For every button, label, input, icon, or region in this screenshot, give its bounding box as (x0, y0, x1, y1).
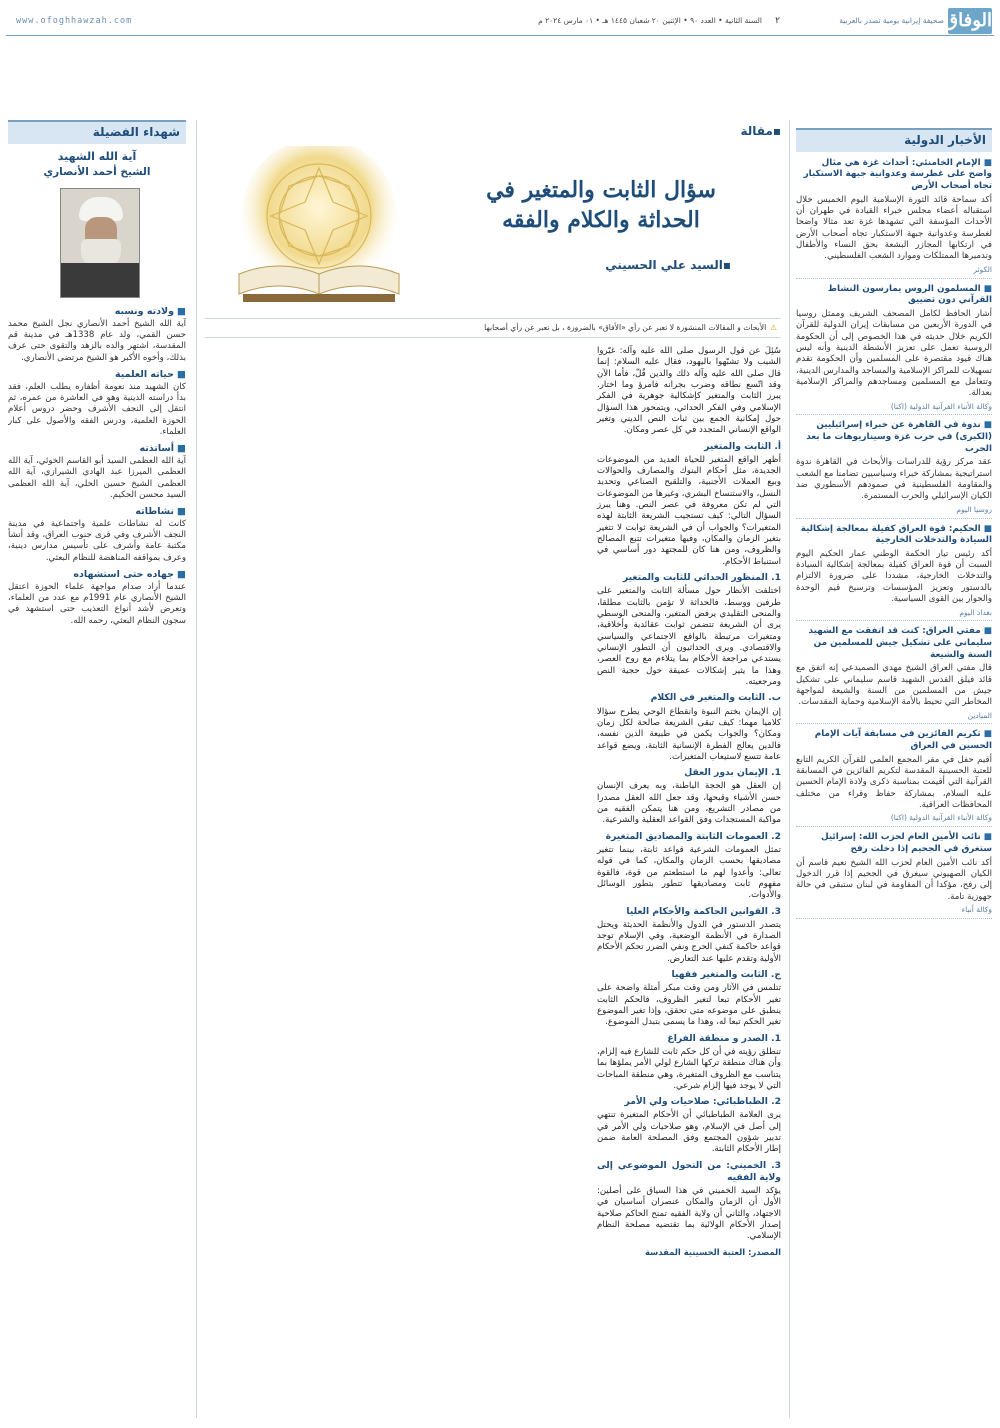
square-bullet-icon: ■ (177, 443, 186, 455)
square-bullet-icon: ■ (983, 523, 992, 534)
square-bullet-icon: ■ (177, 369, 186, 381)
news-headline[interactable]: ■نائب الأمين العام لحزب الله: إسرائيل ستغرق في الجحيم إذا دخلت رفح (820, 832, 992, 854)
bio-paragraph: عندما أراد صدام مواجهة علماء الحوزة اعتقل الشيخ الأنصاري عام 1991م مع عدد من العلماء، وتعرض لأشد أنواع التعذيب حتى استشهد في سجون النظام البعثي، رحمه الله. (8, 581, 186, 626)
news-source: وكالة الأنباء القرآنية الدولية (اكنا) (796, 402, 992, 416)
article-hero (205, 146, 781, 314)
section-paragraph: تنطلق رؤيته في أن كل حكم ثابت للشارع فيه إلزام، وأن هناك منطقة تركها الشارع لولي الأمر يملؤها بما يتناسب مع الظروف المتغيرة، وهي منطقة المباحات التي لا يوجد فيها إلزام شرعي. (597, 1046, 781, 1091)
news-item (796, 626, 992, 724)
news-source: بغداد اليوم (796, 608, 992, 622)
section-paragraph: يؤكد السيد الخميني في هذا السياق على أصلين: الأول أن الزمان والمكان عنصران أساسيان في الاجتهاد، والثاني أن ولاية الفقيه تمنح الحاكم صلاحية إصدار الأحكام الولائية بما تقتضيه مصلحة النظام الإسلامي. (597, 1185, 781, 1242)
news-source: وكالة أنباء (796, 905, 992, 919)
article-body (205, 346, 781, 1418)
square-bullet-icon: ■ (983, 832, 992, 843)
article-intro: سُئِلَ عن قول الرسول صلى الله عليه وآله: غيّروا الشيب ولا تشبّهوا باليهود، فقال عليه السلام: إنما قال صلى الله عليه وآله ذلك والدين قُلّ، فأما الآن وقد اتّسع نطاقه وضرب بجرانه فامرؤ وما اختار. يبرز الثابت والمتغير كإشكالية جوهرية في الفكر الإسلامي وفي الفكر الحداثي، ويتمحور هذا السؤال حول إمكانية الجمع بين ثبات النص الديني وتغير الواقع الإنساني المتجدد في كل عصر ومكان. (597, 345, 781, 436)
section-heading: 3. القوانين الحاكمة والأحكام العليا (626, 905, 781, 917)
bio-paragraph: آية الله العظمى السيد أبو القاسم الخوئي، آية الله العظمى الميرزا عبد الهادي الشيرازي، آية الله العظمى الشيخ حسين الحلي، آية الله العظمى السيد محسن الحكيم. (8, 455, 186, 500)
square-bullet-icon: ■ (177, 306, 186, 318)
section-paragraph: إن العقل هو الحجة الباطنة، وبه يعرف الإنسان حسن الأشياء وقبحها، وقد جعل الله العقل مصدرا من مصادر التشريع، ومن هنا يتمكن الفقيه من مواكبة المستجدات وفق القواعد العقلية والشرعية. (597, 781, 781, 826)
news-item (796, 420, 992, 518)
news-source: الميادين (796, 711, 992, 725)
news-headline[interactable]: ■الحكيم: قوة العراق كفيلة بمعالجة إشكالية السيادة والتدخلات الخارجية (800, 523, 992, 546)
martyr-title: آية الله الشهيد (57, 149, 137, 163)
biography (8, 306, 186, 627)
news-source: الكوثر (796, 265, 992, 279)
news-body: أشار الحافظ لكامل المصحف الشريف وممثل روسيا في الدورة الأربعين من مسابقات إيران الدولية للقرآن الكريم خلال حديثه في هذا الخصوص إلى أن الحكومة الروسية تعمل على تعزيز الأنشطة الدينية وأنه ليس هناك قيود مقتصرة على المسلمين وأن الحكومة تقدم تسهيلات للمراكز الإسلامية والمساجد والمدارس الدينية، وتتعامل مع المسلمين ومساجدهم والمراكز الإسلامية بعدالة. (796, 308, 992, 399)
square-bullet-icon: ■ (983, 420, 992, 431)
news-body: أكد رئيس تيار الحكمة الوطني عمار الحكيم اليوم السبت أن قوة العراق كفيلة بمعالجة إشكالية السيادة والتدخلات الخارجية، مشددا على ضرورة الالتزام بالدستور وتعزيز المؤسسات وترسيخ قيم الوحدة والحوار بين القوى السياسية. (796, 548, 992, 605)
section-heading: 2. العمومات الثابتة والمصاديق المتغيرة (605, 830, 781, 842)
square-bullet-icon: ■ (177, 506, 186, 518)
section-heading: 1. المنظور الحداثي للثابت والمتغير (622, 572, 781, 584)
square-bullet-icon: ■ (983, 626, 992, 637)
square-bullet-icon: ■ (983, 729, 992, 740)
martyr-name: الشيخ أحمد الأنصاري (43, 166, 151, 179)
bio-paragraph: آية الله الشيخ أحمد الأنصاري نجل الشيخ محمد حسن القمي، ولد عام 1338هـ في مدينة قم المقدسة، اشتهر والده بالزهد والتقوى حتى عرف بذلك، وأخوه الأكبر هو الشيخ مرتضى الأنصاري. (8, 318, 186, 363)
section-heading: 1. الإيمان بدور العقل (684, 767, 781, 779)
article-author: ▪السيد علي الحسيني (605, 257, 731, 272)
issue-dateline: السنة الثانية • العدد ٩٠ • الإثنين ٢٠ شعبان ١٤٤٥ هـ • ٠١ مارس ٢٠٢٤ م (538, 16, 762, 25)
square-bullet-icon: ■ (983, 157, 992, 168)
section-paragraph: تتلمس في الآثار ومن وقت مبكر أمثلة واضحة على تغير الأحكام تبعا لتغير الظروف، فالحكم الثابت ينطبق على موضوعه متى تحقق، وإذا تغير الموضوع تغير الحكم تبعا له، وهذا ما يسمى بتبدل الموضوع. (597, 983, 781, 1028)
section-paragraph: يرى العلامة الطباطبائي أن الأحكام المتغيرة تنتهي إلى أصل في الإسلام، وهو صلاحيات ولي الأمر في تدبير شؤون المجتمع وفق المصلحة العامة ضمن إطار الأحكام الثابتة. (597, 1110, 781, 1155)
bio-heading: ■أساتذته (139, 443, 186, 455)
section-heading: أ. الثابت والمتغير (704, 440, 781, 452)
news-item (796, 284, 992, 416)
news-item (796, 524, 992, 622)
news-item (796, 158, 992, 279)
disclaimer-note: ⚠الأبحاث و المقالات المنشورة لا تعبر عن رأي «الأفاق» بالضرورة ، بل تعبر عن رأي أصحابها (205, 318, 781, 338)
news-item (796, 729, 992, 827)
news-list (796, 158, 992, 919)
page-number: ٢ (775, 16, 780, 26)
section-heading: ب. الثابت والمتغير في الكلام (650, 692, 781, 704)
international-news-column (796, 128, 992, 1418)
bio-heading: ■جهاده حتى استشهاده (73, 569, 186, 581)
news-headline[interactable]: ■تكريم الفائزين في مسابقة آيات الإمام الحسين في العراق (814, 729, 992, 752)
news-body: قال مفتي العراق الشيخ مهدي الصميدعي إنه اتفق مع قائد فيلق القدس الشهيد قاسم سليماني على تشكيل جيش من المسلمين من السنة والشيعة لمواجهة المخاطر التي تحيط بالأمة الإسلامية وحماية المقدسات. (796, 663, 992, 708)
section-paragraph: تمثل العمومات الشرعية قواعد ثابتة، بينما تتغير مصاديقها بحسب الزمان والمكان، كما في قوله تعالى: وأعدوا لهم ما استطعتم من قوة، فالقوة مفهوم ثابت ومصاديقها تتطور بتطور الوسائل والأدوات. (597, 844, 781, 901)
news-headline[interactable]: ■ندوة في القاهرة عن خبراء إسرائيليين (الكبرى) في حرب غزة وسيناريوهات ما بعد الحرب (806, 420, 992, 454)
open-book-ornament-icon (209, 146, 429, 314)
column-title: الأخبار الدولية (796, 128, 992, 152)
section-paragraph: أظهر الواقع المتغير للحياة العديد من الموضوعات الجديدة، مثل أحكام البنوك والمصارف والحوالات وبيع العملات الأجنبية، والتلقيح الصناعي وتحديد النسل، والاستنساخ البشري، وغيرها من الموضوعات التي لم تكن معروفة في عصر النص. وهنا يبرز السؤال التالي: كيف تستجيب الشريعة الثابتة لهذه المتغيرات؟ والجواب أن في الشريعة ثوابت لا تتغير بتغير الزمان والمكان، وفيها متغيرات تتبع المصالح والظروف، ومن هنا كان للمجتهد دور أساسي في استنباط الأحكام. (597, 454, 781, 567)
news-headline[interactable]: ■مفتي العراق: كنت قد اتفقت مع الشهيد سليماني على تشكيل جيش للمسلمين من السنة والشيعة (808, 626, 992, 660)
section-heading: ج. الثابت والمتغير فقهيا (671, 969, 781, 981)
news-source: وكالة الأنباء القرآنية الدولية (اكنا) (796, 813, 992, 827)
article-sections (597, 441, 781, 1243)
news-item (796, 832, 992, 918)
news-source: روسيا اليوم (796, 505, 992, 519)
news-body: عقد مركز رؤية للدراسات والأبحاث في القاهرة ندوة استراتيجية بمشاركة خبراء وسياسيين تضامنا مع الشعب والمقاومة الفلسطينية في صمودهم الأسطوري ضد الكيان الإسرائيلي والحرب المستمرة. (796, 457, 992, 502)
news-headline[interactable]: ■المسلمون الروس يمارسون النشاط القرآني دون تضييق (827, 283, 992, 306)
bio-paragraph: كان الشهيد منذ نعومة أظفاره يطلب العلم، فقد بدأ دراسته الدينية وهو في العاشرة من عمره، ثم انتقل إلى النجف الأشرف وحضر دروس أعلام الحوزة العلمية، ودرس الفقه والأصول على كبار العلماء. (8, 381, 186, 438)
article-source: المصدر: العتبة الحسينية المقدسة (644, 1246, 781, 1257)
martyr-portrait (60, 188, 140, 298)
section-heading: 1. الصدر و منطقة الفراغ (667, 1032, 781, 1044)
website-link[interactable]: www.ofoghhawzah.com (16, 16, 133, 26)
masthead (6, 8, 994, 36)
section-paragraph: اختلفت الأنظار حول مسألة الثابت والمتغير على طرفين ووسط، فالحداثة لا تؤمن بالثابت مطلقا، والمنحى التقليدي يرفض المتغير، والمنحى الوسطي يرى أن الشريعة تتضمن ثوابت عقائدية وأخلاقية، ومتغيرات مرتبطة بالواقع الاجتماعي والسياسي والاقتصادي. ويرى الحداثيون أن التطور الإنساني يستدعي مراجعة الأحكام بما يتلاءم مع روح العصر، وهذا ما يثير إشكالات عميقة حول حجية النص ومرجعيته. (597, 586, 781, 688)
section-heading: 3. الخميني: من التحول الموضوعي إلى ولاية الفقيه (597, 1159, 781, 1183)
bio-heading: ■نشاطاته (135, 506, 186, 518)
article-title: سؤال الثابت والمتغير في الحداثة والكلام والفقه (486, 176, 716, 233)
square-bullet-icon: ■ (177, 569, 186, 581)
square-bullet-icon: ■ (983, 283, 992, 294)
news-body: أقيم حفل في مقر المجمع العلمي للقرآن الكريم التابع للعتبة الحسينية المقدسة لتكريم الفائزين في المسابقة القرآنية التي أقيمت بمناسبة ذكرى ولادة الإمام الحسين عليه السلام، بمشاركة حفاظ وقراء من مختلف المحافظات العراقية. (796, 754, 992, 811)
bio-paragraph: كانت له نشاطات علمية واجتماعية في مدينة النجف الأشرف وفي قرى جنوب العراق، وقد أنشأ مكتبة عامة وأشرف على تأسيس مدارس دينية، وعرف بمواقفه المناهضة للنظام البعثي. (8, 518, 186, 563)
bio-heading: ■ولادته ونسبه (114, 306, 186, 318)
section-paragraph: إن الإيمان بختم النبوة وانقطاع الوحي يطرح سؤالا كلاميا مهما: كيف تبقى الشريعة صالحة لكل زمان ومكان؟ والجواب يكمن في طبيعة الدين نفسه، فالدين يعالج الفطرة الإنسانية الثابتة، ويضع قواعد عامة تتسع لاستيعاب المتغيرات. (597, 706, 781, 762)
martyrs-column (8, 120, 186, 1418)
section-heading: 2. الطباطبائي: صلاحيات ولي الأمر (624, 1096, 781, 1108)
news-body: أكد نائب الأمين العام لحزب الله الشيخ نعيم قاسم أن الكيان الصهيوني سيغرق في الجحيم إذا قرر الدخول إلى رفح، مؤكدا أن المقاومة في لبنان ستبقى في حالة جهوزية تامة. (796, 857, 992, 902)
article-kicker: ▪مقالة (740, 124, 781, 138)
article (196, 120, 790, 1418)
warning-icon: ⚠ (770, 322, 777, 332)
newspaper-logo[interactable]: الوفاق (948, 8, 992, 34)
tagline: صحيفة إيرانية يومية تصدر بالعربية (839, 16, 944, 25)
news-headline[interactable]: ■الإمام الخامنئي: أحداث غزة هي مثال واضح على غطرسة وعدوانية جبهة الاستكبار تجاه أصحاب الأرض (803, 157, 992, 192)
section-paragraph: يتصدر الدستور في الدول والأنظمة الحديثة ويحتل الصدارة في الأنظمة الوضعية، وفي الإسلام توجد قواعد حاكمة كنفي الحرج ونفي الضرر تحكم الأحكام الأولية وتقدم عليها عند التعارض. (597, 919, 781, 964)
martyrs-header: شهداء الفضيلة (8, 120, 186, 144)
news-body: أكد سماحة قائد الثورة الإسلامية اليوم الخميس خلال استقباله أعضاء مجلس خبراء القيادة في طهران أن الأحداث المؤسفة التي تشهدها غزة تعد مثالا واضحا لغطرسة وعدوانية جبهة الاستكبار تجاه أصحاب الأرض في ارتكابها المجازر البشعة بحق النساء والأطفال وتدميرها الممتلكات وموارد الشعب الفلسطيني. (796, 194, 992, 262)
bio-heading: ■حياته العلمية (115, 369, 186, 381)
